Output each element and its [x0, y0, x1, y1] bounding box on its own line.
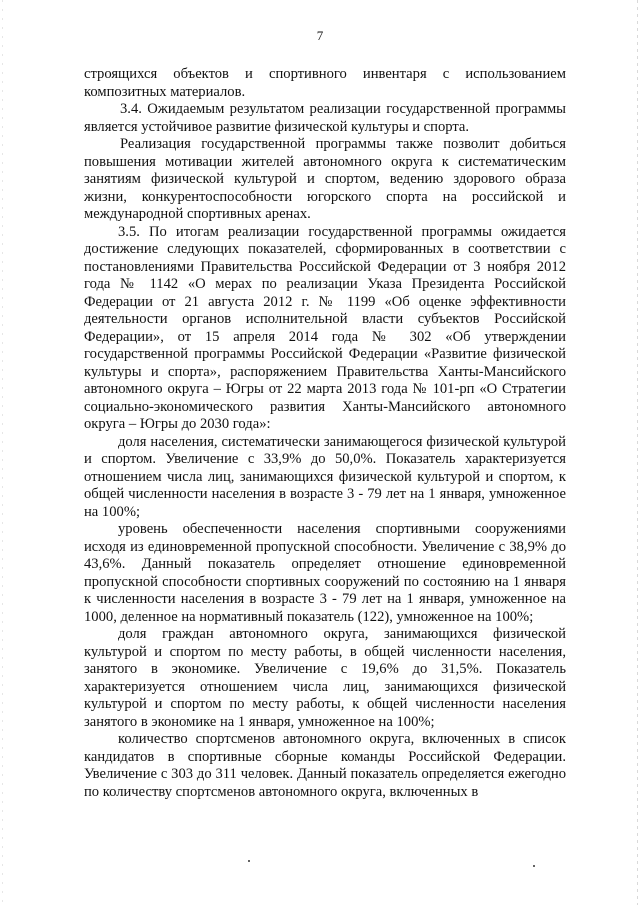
- scan-edge-left: [2, 0, 3, 905]
- indicator-sport-participation: доля населения, систематически занимающегося физической культурой и спортом. Увеличение с 33,9% до 50,0%. Показатель характеризуется отношением числа лиц, занимающихся физической культурой и спортом, к общей численности населения в возрасте 3 - 79 лет на 1 января, умноженное на 100%;: [84, 433, 566, 520]
- indicator-facility-provision: уровень обеспеченности населения спортивными сооружениями исходя из единовременной пропускной способности. Увеличение с 38,9% до 43,6%. Данный показатель определяет отношение единовременной пропускной способности спортивных сооружений по состоянию на 1 января к численности населения в возрасте 3 - 79 лет на 1 января, умноженное на 1000, деленное на нормативный показатель (122), умноженное на 100%;: [84, 521, 566, 625]
- paragraph-implementation: Реализация государственной программы также позволит добиться повышения мотивации жителей автономного округа к систематическим занятиям физической культурой и спортом, ведению здорового образа жизни, конкурентоспособности югорского спорта на российской и международной спортивных аренах.: [84, 136, 566, 222]
- body-text: [84, 66, 566, 801]
- paragraph-continuation: строящихся объектов и спортивного инвентаря с использованием композитных материалов.: [84, 66, 566, 100]
- indicator-national-team-candidates: количество спортсменов автономного округа, включенных в список кандидатов в спортивные сборные команды Российской Федерации. Увеличение с 303 до 311 человек. Данный показатель определяется ежегодно по количеству спортсменов автономного округа, включенных в: [84, 731, 566, 800]
- paragraph-3-5: 3.5. По итогам реализации государственной программы ожидается достижение следующих показателей, сформированных в соответствии с постановлениями Правительства Российской Федерации от 3 ноября 2012 года № 1142 «О мерах по реализации Указа Президента Российской Федерации от 21 августа 2012 г. № 1199 «Об оценке эффективности деятельности органов исполнительной власти субъектов Российской Федерации», от 15 апреля 2014 года № 302 «Об утверждении государственной программы Российской Федерации «Развитие физической культуры и спорта», распоряжением Правительства Ханты-Мансийского автономного округа – Югры от 22 марта 2013 года № 101-рп «О Стратегии социально-экономического развития Ханты-Мансийского автономного округа – Югры до 2030 года»:: [84, 223, 566, 432]
- paragraph-3-4: 3.4. Ожидаемым результатом реализации государственной программы является устойчивое развитие физической культуры и спорта.: [84, 101, 566, 135]
- scan-speck: [248, 860, 250, 862]
- indicator-workplace-sport: доля граждан автономного округа, занимающихся физической культурой и спортом по месту работы, в общей численности населения, занятого в экономике. Увеличение с 19,6% до 31,5%. Показатель характеризуется отношением числа лиц, занимающихся физической культурой и спортом по месту работы, к общей численности населения занятого в экономике на 1 января, умноженное на 100%;: [84, 626, 566, 730]
- scan-speck: [533, 865, 535, 867]
- page-number: 7: [316, 28, 324, 43]
- scan-edge-right: [637, 0, 638, 905]
